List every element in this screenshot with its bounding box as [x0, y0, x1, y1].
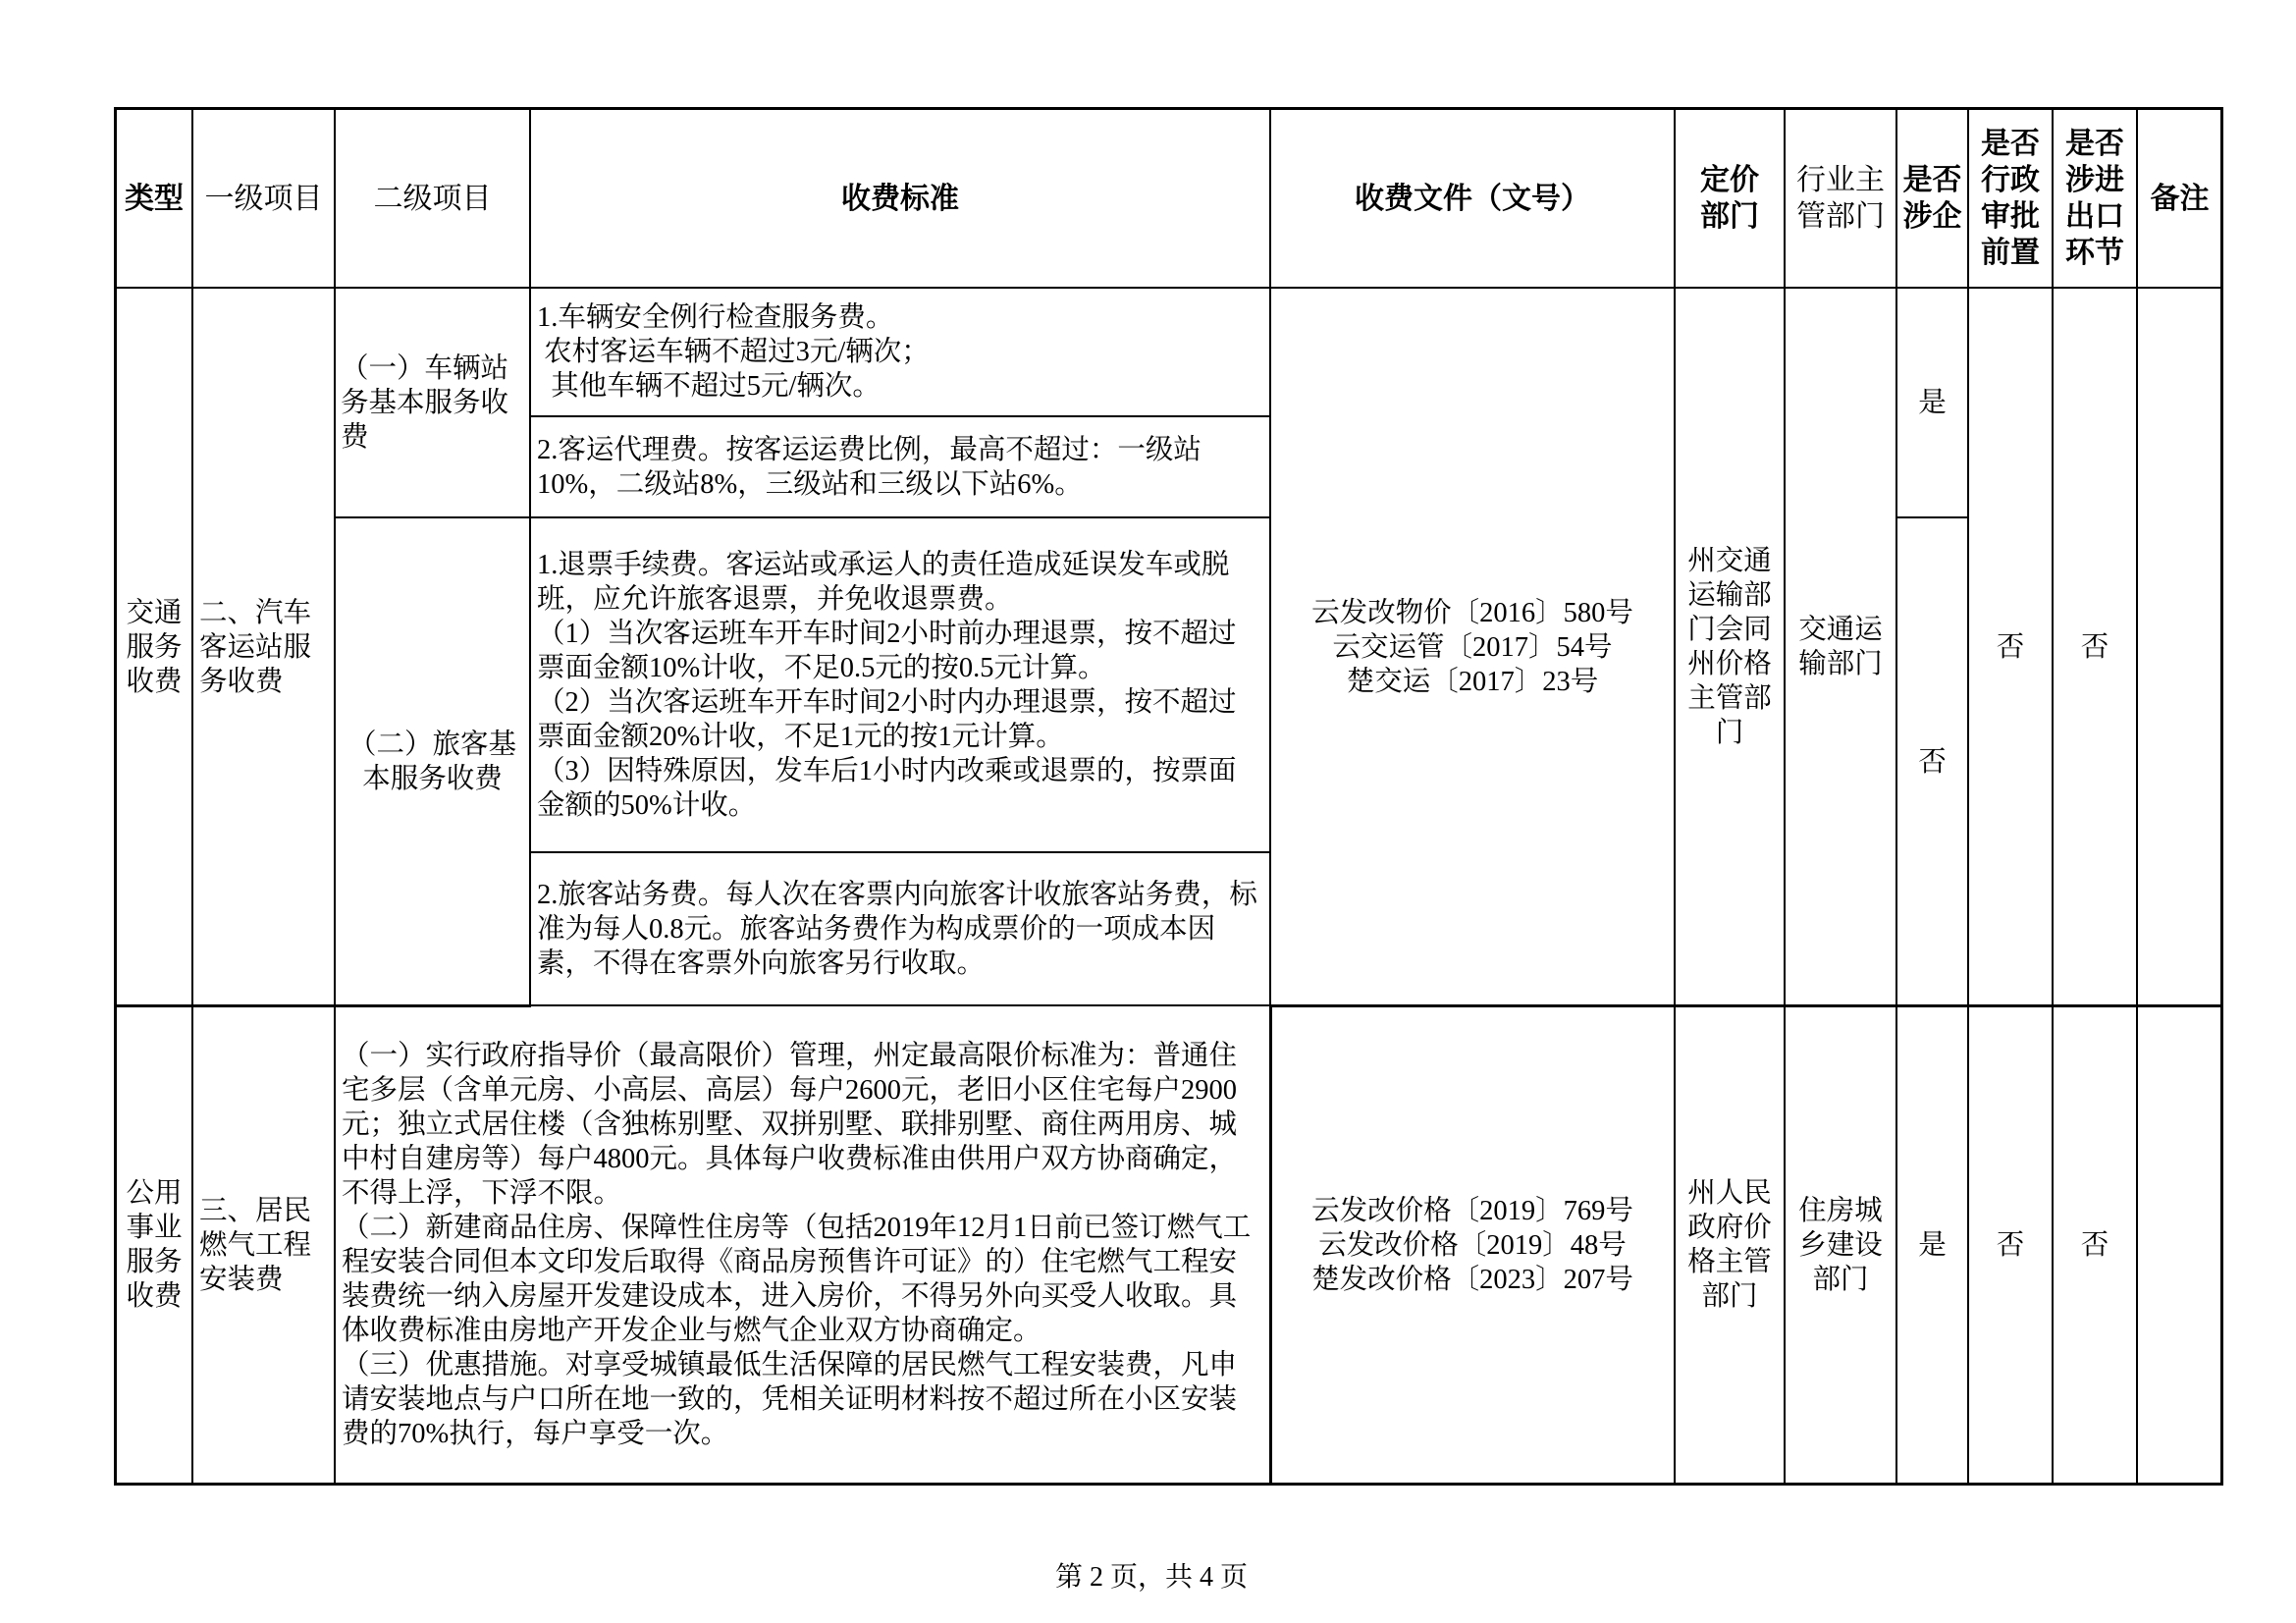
document-number: 云发改物价〔2016〕580号 [1311, 597, 1633, 628]
document-number: 云发改价格〔2019〕769号 [1311, 1195, 1633, 1226]
row2-remark-cell [2136, 1004, 2223, 1486]
row1-level1-cell [191, 287, 336, 1007]
fee-standard-text [342, 1039, 1251, 1451]
header-import-export: 是否涉进出口环节 [2065, 128, 2124, 269]
document-number: 云发改价格〔2019〕48号 [1318, 1229, 1627, 1261]
involves-enterprise-value: 是 [1918, 387, 1947, 418]
fee-standard-text [537, 878, 1257, 981]
header-level2: 二级项目 [373, 182, 492, 215]
header-pricing-dept: 定价部门 [1700, 164, 1759, 233]
document-number: 楚交运〔2017〕23号 [1346, 666, 1599, 697]
fee-standard-line: 准为每人0.8元。旅客站务费作为构成票价的一项成本因 [537, 913, 1216, 945]
document-numbers [1311, 1194, 1633, 1297]
fee-standard-line: 金额的50%计收。 [537, 789, 757, 821]
level2-item: （一）车辆站务基本服务收费 [341, 352, 509, 453]
row1-standard-cell-4 [529, 851, 1271, 1006]
header-standard: 收费标准 [841, 182, 959, 215]
fee-standard-line: 票面金额20%计收，不足1元的按1元计算。 [537, 721, 1064, 752]
header-level1: 一级项目 [204, 182, 323, 215]
row2-pricing-dept-cell [1674, 1004, 1786, 1486]
level1-item: 三、居民燃气工程安装费 [199, 1195, 312, 1295]
fee-standard-line: （二）新建商品住房、保障性住房等（包括2019年12月1日前已签订燃气工 [342, 1213, 1252, 1243]
row1-industry-dept-cell [1784, 287, 1897, 1007]
document-number: 云交运管〔2017〕54号 [1332, 631, 1613, 663]
header-remark: 备注 [2150, 182, 2210, 215]
row1-standard-cell-3 [529, 516, 1271, 853]
approval-prerequisite-value: 否 [1996, 1229, 2025, 1261]
header-standard-cell [529, 108, 1271, 289]
fee-standard-line: 装费统一纳入房屋开发建设成本，进入房价，不得另外向买受人收取。具 [342, 1281, 1238, 1312]
pricing-dept: 州交通运输部门会同州价格主管部门 [1687, 546, 1772, 748]
header-approval-prerequisite: 是否行政审批前置 [1981, 128, 2040, 269]
row2-approval-cell [1967, 1004, 2054, 1486]
involves-enterprise-value: 否 [1918, 746, 1947, 778]
fee-standard-line: 农村客运车辆不超过3元/辆次； [537, 337, 930, 367]
fee-standard-line: （2）当次客运班车开车时间2小时内办理退票，按不超过 [537, 686, 1237, 718]
row2-type-cell [115, 1004, 193, 1486]
fee-standard-line: （1）当次客运班车开车时间2小时前办理退票，按不超过 [537, 618, 1237, 649]
row1-pricing-dept-cell [1674, 287, 1786, 1007]
row1-type-cell [115, 287, 193, 1007]
header-involves-enterprise: 是否涉企 [1902, 164, 1962, 233]
approval-prerequisite-value: 否 [1996, 631, 2025, 663]
involves-enterprise-value: 是 [1918, 1229, 1947, 1261]
row2-industry-dept-cell [1784, 1004, 1897, 1486]
pricing-dept: 州人民政府价格主管部门 [1687, 1178, 1772, 1312]
document-number: 楚发改价格〔2023〕207号 [1311, 1264, 1633, 1295]
fee-standard-line: 10%，二级站8%，三级站和三级以下站6%。 [537, 468, 1083, 500]
row1-enterprise-cell-2 [1896, 516, 1969, 1007]
fee-standard-line: 体收费标准由房地产开发企业与燃气企业双方协商确定。 [342, 1316, 1041, 1346]
level2-item: （二）旅客基本服务收费 [347, 730, 516, 794]
row2-import-export-cell [2052, 1004, 2138, 1486]
fee-standard-line: 程安装合同但本文印发后取得《商品房预售许可证》的）住宅燃气工程安 [342, 1247, 1238, 1277]
row1-document-cell [1269, 287, 1676, 1007]
header-document: 收费文件（文号） [1355, 182, 1590, 215]
row1-standard-cell-2 [529, 415, 1271, 518]
import-export-value: 否 [2080, 631, 2109, 663]
fee-standard-line: 2.旅客站务费。每人次在客票内向旅客计收旅客站务费，标 [537, 879, 1257, 910]
fee-standard-line: （一）实行政府指导价（最高限价）管理，州定最高限价标准为：普通住 [342, 1041, 1238, 1071]
fee-standard-text [537, 548, 1237, 823]
header-approval-cell [1967, 108, 2054, 289]
fee-standard-line: 元；独立式居住楼（含独栋别墅、双拼别墅、联排别墅、商住两用房、城 [342, 1109, 1238, 1140]
level1-item: 二、汽车客运站服务收费 [199, 597, 312, 697]
row2-document-cell [1269, 1004, 1676, 1486]
fee-standard-line: 中村自建房等）每户4800元。具体每户收费标准由供用户双方协商确定， [342, 1144, 1238, 1174]
row1-level2-cell-2 [334, 516, 531, 1007]
header-level1-cell [191, 108, 336, 289]
row2-level1-cell [191, 1004, 336, 1486]
document-numbers [1311, 596, 1633, 699]
row1-approval-cell [1967, 287, 2054, 1007]
fee-standard-line: 素，不得在客票外向旅客另行收取。 [537, 947, 986, 979]
row2-standard-cell [334, 1004, 1272, 1486]
header-type: 类型 [125, 182, 184, 215]
row1-remark-cell [2136, 287, 2223, 1007]
header-document-cell [1269, 108, 1676, 289]
fee-standard-line: 班，应允许旅客退票，并免收退票费。 [537, 583, 1013, 615]
industry-dept: 住房城乡建设部门 [1798, 1195, 1883, 1295]
header-industry-dept-cell [1784, 108, 1897, 289]
fee-standard-line: 票面金额10%计收，不足0.5元的按0.5元计算。 [537, 652, 1106, 683]
fee-standard-text [537, 433, 1201, 502]
fee-standard-line: 费的70%执行，每户享受一次。 [342, 1419, 729, 1449]
industry-dept: 交通运输部门 [1798, 615, 1883, 679]
fee-standard-line: 1.退票手续费。客运站或承运人的责任造成延误发车或脱 [537, 549, 1230, 580]
fee-standard-line: 2.客运代理费。按客运运费比例，最高不超过：一级站 [537, 434, 1201, 465]
row1-level2-cell-1 [334, 287, 531, 518]
fee-standard-line: 1.车辆安全例行检查服务费。 [537, 302, 894, 333]
header-enterprise-cell [1896, 108, 1969, 289]
fee-type: 交通服务收费 [126, 597, 183, 697]
import-export-value: 否 [2080, 1229, 2109, 1261]
fee-standard-line: 不得上浮，下浮不限。 [342, 1178, 622, 1209]
fee-standard-line: （三）优惠措施。对享受城镇最低生活保障的居民燃气工程安装费，凡申 [342, 1350, 1238, 1380]
row1-standard-cell-1 [529, 287, 1271, 417]
fee-standard-line: 其他车辆不超过5元/辆次。 [537, 371, 881, 402]
page-number: 第 2 页，共 4 页 [1054, 1562, 1248, 1593]
header-remark-cell [2136, 108, 2223, 289]
fee-standard-line: 宅多层（含单元房、小高层、高层）每户2600元，老旧小区住宅每户2900 [342, 1075, 1238, 1106]
header-pricing-dept-cell [1674, 108, 1786, 289]
fee-standard-line: 请安装地点与户口所在地一致的，凭相关证明材料按不超过所在小区安装 [342, 1384, 1238, 1415]
header-type-cell [115, 108, 193, 289]
fee-type: 公用事业服务收费 [126, 1178, 183, 1312]
row1-enterprise-cell-1 [1896, 287, 1969, 518]
row2-enterprise-cell [1896, 1004, 1969, 1486]
header-level2-cell [334, 108, 531, 289]
row1-import-export-cell [2052, 287, 2138, 1007]
header-import-export-cell [2052, 108, 2138, 289]
header-industry-dept: 行业主管部门 [1796, 164, 1885, 233]
fee-standard-line: （3）因特殊原因，发车后1小时内改乘或退票的，按票面 [537, 755, 1237, 786]
fee-standard-text [537, 300, 930, 404]
